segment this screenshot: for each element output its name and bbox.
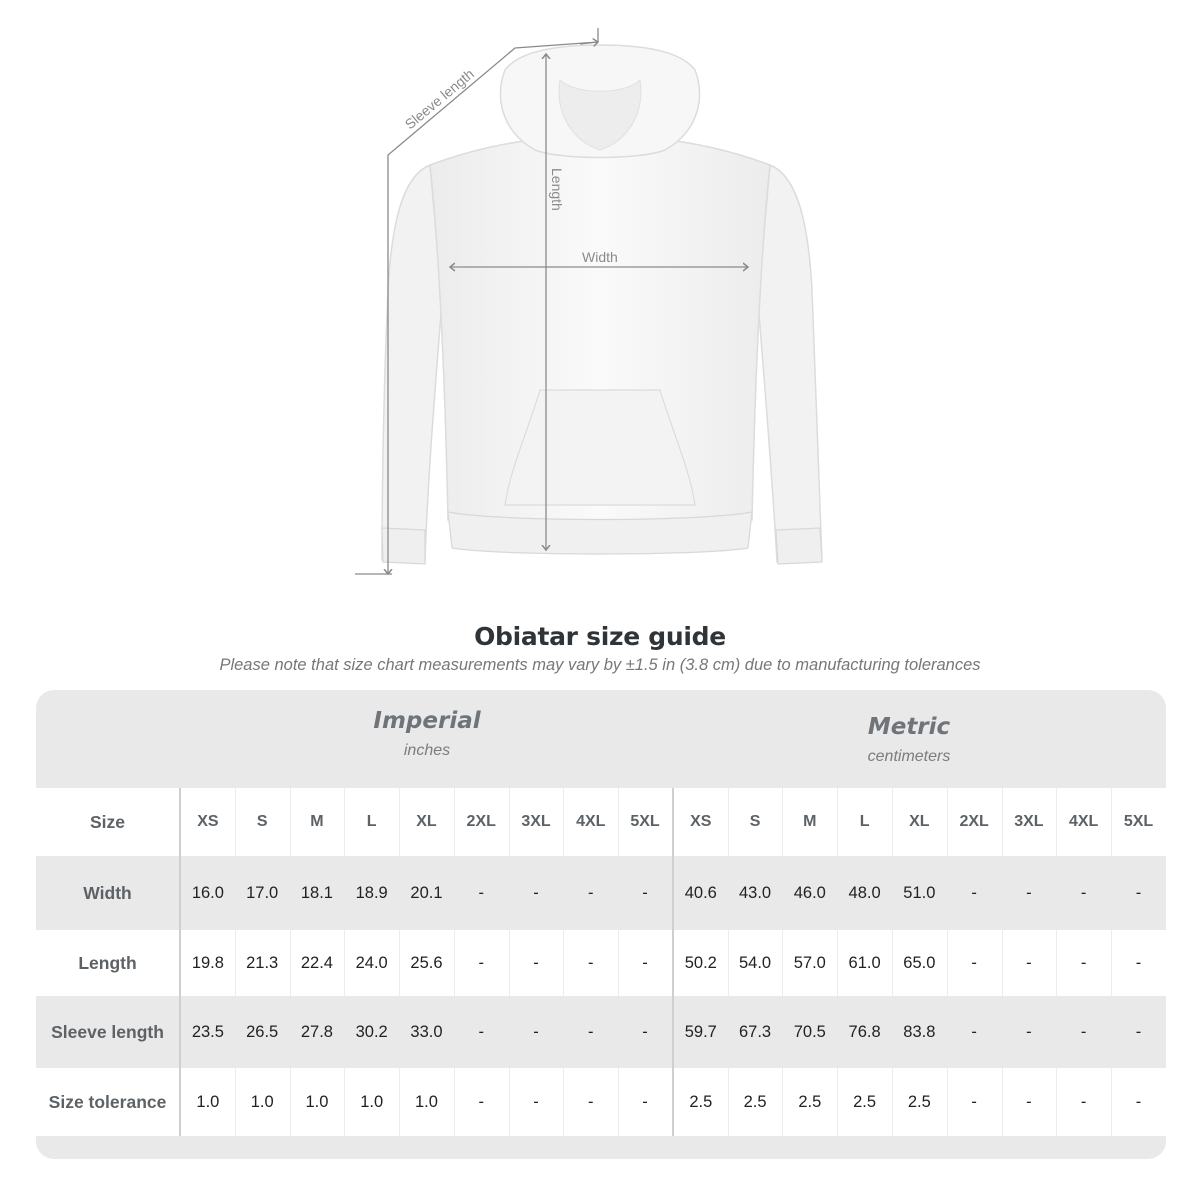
cell-length-imperial-5xl: - <box>618 930 673 996</box>
cell-length-imperial-s: 21.3 <box>235 930 290 996</box>
metric-size-2xl: 2XL <box>947 788 1002 856</box>
sleeve-length-label: Sleeve length <box>401 65 477 133</box>
cell-length-metric-xl: 65.0 <box>892 930 947 996</box>
row-label-sleeve-length: Sleeve length <box>36 996 180 1068</box>
cell-sleeve-length-metric-m: 70.5 <box>782 996 837 1068</box>
cell-length-imperial-xs: 19.8 <box>180 930 235 996</box>
cell-length-imperial-3xl: - <box>509 930 564 996</box>
cell-length-imperial-2xl: - <box>454 930 509 996</box>
metric-header <box>674 714 1144 766</box>
row-length <box>36 930 1166 996</box>
tolerance-note: Please note that size chart measurements may vary by ±1.5 in (3.8 cm) due to manufacturing tolerances <box>219 656 981 674</box>
cell-length-metric-5xl: - <box>1111 930 1166 996</box>
cell-length-metric-m: 57.0 <box>782 930 837 996</box>
cell-length-metric-3xl: - <box>1002 930 1057 996</box>
cell-size-tolerance-metric-xs: 2.5 <box>673 1068 728 1136</box>
imperial-size-3xl: 3XL <box>509 788 564 856</box>
cell-length-imperial-l: 24.0 <box>344 930 399 996</box>
metric-size-5xl: 5XL <box>1111 788 1166 856</box>
cell-size-tolerance-imperial-l: 1.0 <box>344 1068 399 1136</box>
size-header: Size <box>36 788 180 856</box>
cell-sleeve-length-imperial-5xl: - <box>618 996 673 1068</box>
cell-width-imperial-3xl: - <box>509 856 564 930</box>
cell-size-tolerance-metric-l: 2.5 <box>837 1068 892 1136</box>
cell-size-tolerance-metric-xl: 2.5 <box>892 1068 947 1136</box>
imperial-size-m: M <box>290 788 345 856</box>
width-label: Width <box>582 249 618 265</box>
metric-size-3xl: 3XL <box>1002 788 1057 856</box>
cell-sleeve-length-metric-4xl: - <box>1056 996 1111 1068</box>
cell-size-tolerance-metric-5xl: - <box>1111 1068 1166 1136</box>
row-label-length: Length <box>36 930 180 996</box>
cell-width-metric-s: 43.0 <box>728 856 783 930</box>
cell-sleeve-length-imperial-m: 27.8 <box>290 996 345 1068</box>
cell-size-tolerance-metric-4xl: - <box>1056 1068 1111 1136</box>
metric-title: Metric <box>867 714 951 740</box>
cell-width-imperial-2xl: - <box>454 856 509 930</box>
imperial-size-l: L <box>344 788 399 856</box>
cell-sleeve-length-metric-xl: 83.8 <box>892 996 947 1068</box>
cell-width-imperial-xl: 20.1 <box>399 856 454 930</box>
cell-width-imperial-4xl: - <box>563 856 618 930</box>
imperial-size-xl: XL <box>399 788 454 856</box>
cell-sleeve-length-metric-s: 67.3 <box>728 996 783 1068</box>
imperial-size-s: S <box>235 788 290 856</box>
metric-size-4xl: 4XL <box>1056 788 1111 856</box>
cell-size-tolerance-imperial-xs: 1.0 <box>180 1068 235 1136</box>
cell-sleeve-length-imperial-xs: 23.5 <box>180 996 235 1068</box>
cell-sleeve-length-metric-l: 76.8 <box>837 996 892 1068</box>
size-table <box>36 788 1166 1136</box>
cell-length-metric-xs: 50.2 <box>673 930 728 996</box>
cell-length-imperial-4xl: - <box>563 930 618 996</box>
metric-unit: centimeters <box>867 748 951 765</box>
cell-width-metric-l: 48.0 <box>837 856 892 930</box>
cell-length-imperial-xl: 25.6 <box>399 930 454 996</box>
imperial-unit: inches <box>403 742 451 759</box>
metric-size-xl: XL <box>892 788 947 856</box>
cell-size-tolerance-imperial-4xl: - <box>563 1068 618 1136</box>
imperial-size-5xl: 5XL <box>618 788 673 856</box>
cell-width-metric-m: 46.0 <box>782 856 837 930</box>
imperial-size-4xl: 4XL <box>563 788 618 856</box>
heading <box>0 622 1200 651</box>
imperial-header <box>180 708 674 760</box>
metric-size-m: M <box>782 788 837 856</box>
cell-length-metric-4xl: - <box>1056 930 1111 996</box>
cell-size-tolerance-metric-m: 2.5 <box>782 1068 837 1136</box>
cell-width-metric-xs: 40.6 <box>673 856 728 930</box>
cell-sleeve-length-metric-xs: 59.7 <box>673 996 728 1068</box>
cell-width-metric-xl: 51.0 <box>892 856 947 930</box>
cell-width-imperial-xs: 16.0 <box>180 856 235 930</box>
size-header-row <box>36 788 1166 856</box>
row-width <box>36 856 1166 930</box>
row-label-size-tolerance: Size tolerance <box>36 1068 180 1136</box>
cell-length-metric-l: 61.0 <box>837 930 892 996</box>
cell-size-tolerance-metric-s: 2.5 <box>728 1068 783 1136</box>
cell-width-metric-2xl: - <box>947 856 1002 930</box>
cell-length-imperial-m: 22.4 <box>290 930 345 996</box>
cell-width-metric-3xl: - <box>1002 856 1057 930</box>
cell-size-tolerance-imperial-2xl: - <box>454 1068 509 1136</box>
cell-width-imperial-l: 18.9 <box>344 856 399 930</box>
row-sleeve-length <box>36 996 1166 1068</box>
cell-size-tolerance-imperial-xl: 1.0 <box>399 1068 454 1136</box>
cell-width-imperial-5xl: - <box>618 856 673 930</box>
row-label-width: Width <box>36 856 180 930</box>
cell-sleeve-length-imperial-4xl: - <box>563 996 618 1068</box>
cell-width-imperial-m: 18.1 <box>290 856 345 930</box>
cell-size-tolerance-imperial-5xl: - <box>618 1068 673 1136</box>
cell-sleeve-length-imperial-l: 30.2 <box>344 996 399 1068</box>
cell-sleeve-length-imperial-xl: 33.0 <box>399 996 454 1068</box>
cell-size-tolerance-imperial-s: 1.0 <box>235 1068 290 1136</box>
cell-sleeve-length-metric-3xl: - <box>1002 996 1057 1068</box>
cell-size-tolerance-metric-2xl: - <box>947 1068 1002 1136</box>
cell-width-imperial-s: 17.0 <box>235 856 290 930</box>
cell-width-metric-4xl: - <box>1056 856 1111 930</box>
length-label: Length <box>549 168 565 211</box>
metric-size-l: L <box>837 788 892 856</box>
cell-width-metric-5xl: - <box>1111 856 1166 930</box>
cell-size-tolerance-imperial-m: 1.0 <box>290 1068 345 1136</box>
imperial-title: Imperial <box>373 708 481 734</box>
page-title: Obiatar size guide <box>474 622 726 651</box>
imperial-size-2xl: 2XL <box>454 788 509 856</box>
cell-length-metric-s: 54.0 <box>728 930 783 996</box>
cell-sleeve-length-imperial-2xl: - <box>454 996 509 1068</box>
size-table-card <box>36 690 1166 1159</box>
metric-size-xs: XS <box>673 788 728 856</box>
cell-length-metric-2xl: - <box>947 930 1002 996</box>
row-size-tolerance <box>36 1068 1166 1136</box>
cell-sleeve-length-imperial-3xl: - <box>509 996 564 1068</box>
hoodie-shape <box>382 45 822 564</box>
cell-size-tolerance-metric-3xl: - <box>1002 1068 1057 1136</box>
metric-size-s: S <box>728 788 783 856</box>
cell-sleeve-length-metric-2xl: - <box>947 996 1002 1068</box>
cell-sleeve-length-imperial-s: 26.5 <box>235 996 290 1068</box>
cell-size-tolerance-imperial-3xl: - <box>509 1068 564 1136</box>
imperial-size-xs: XS <box>180 788 235 856</box>
cell-sleeve-length-metric-5xl: - <box>1111 996 1166 1068</box>
